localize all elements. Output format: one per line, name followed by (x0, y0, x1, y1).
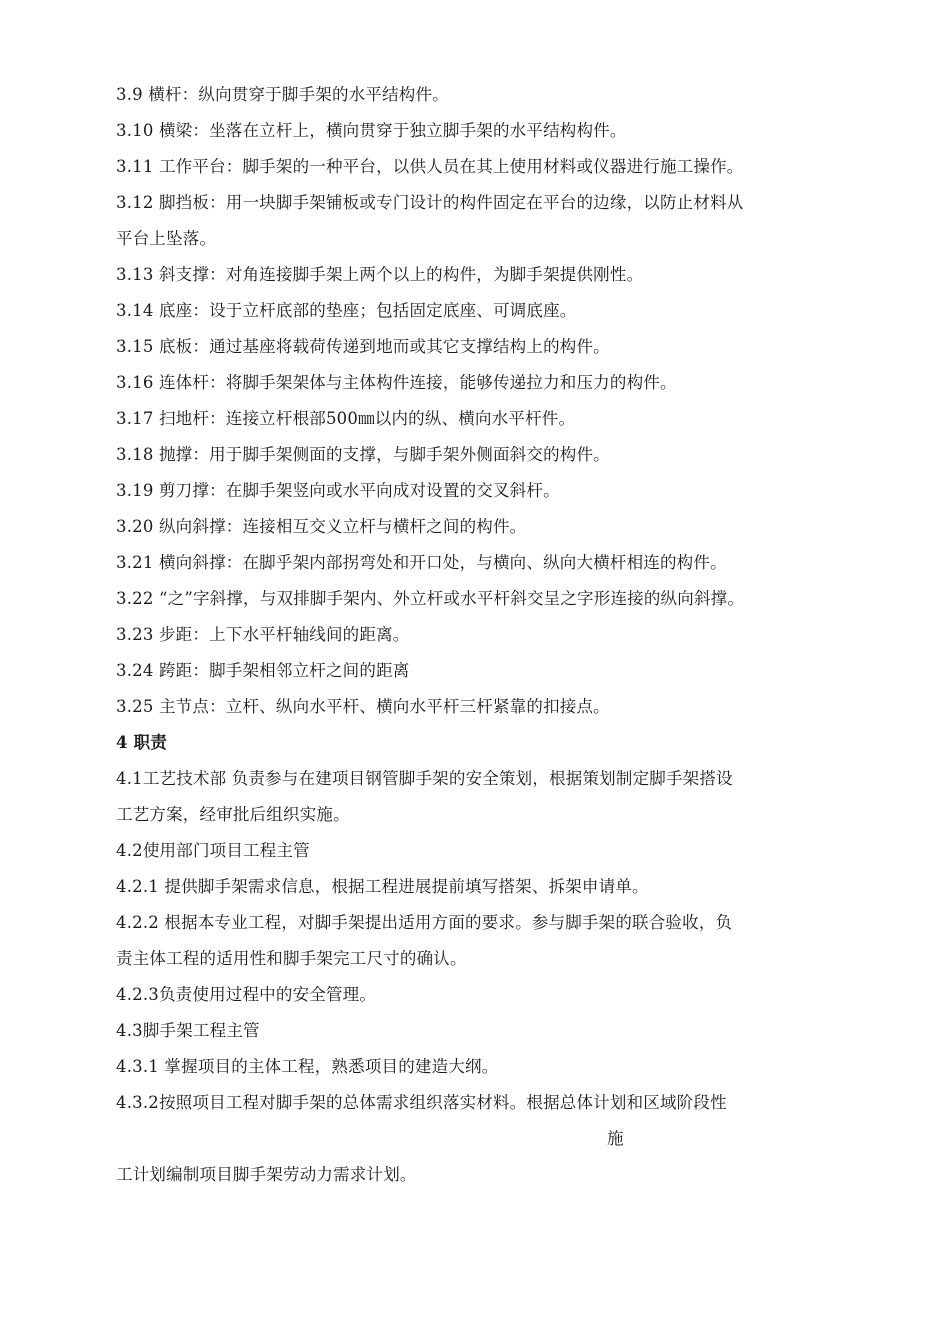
clause-4-2-2: 4.2.2 根据本专业工程，对脚手架提出适用方面的要求。参与脚手架的联合验收，负 (116, 913, 733, 932)
clause-3-10: 3.10 横梁：坐落在立杆上，横向贯穿于独立脚手架的水平结构构件。 (116, 121, 627, 140)
clause-3-13: 3.13 斜支撑：对角连接脚手架上两个以上的构件，为脚手架提供刚性。 (116, 265, 644, 284)
clause-4-2: 4.2使用部门项目工程主管 (116, 841, 310, 860)
clause-3-17: 3.17 扫地杆：连接立杆根部500㎜以内的纵、横向水平杆件。 (116, 409, 576, 428)
clause-3-12-cont: 平台上坠落。 (116, 229, 217, 248)
clause-3-23: 3.23 步距：上下水平杆轴线间的距离。 (116, 625, 410, 644)
clause-4-3-1: 4.3.1 掌握项目的主体工程，熟悉项目的建造大纲。 (116, 1057, 499, 1076)
clause-3-9: 3.9 横杆：纵向贯穿于脚手架的水平结构件。 (116, 85, 449, 104)
clause-4-3-2-cont: 工计划编制项目脚手架劳动力需求计划。 (116, 1165, 417, 1184)
clause-3-25: 3.25 主节点：立杆、纵向水平杆、横向水平杆三杆紧靠的扣接点。 (116, 697, 610, 716)
clause-4-2-3: 4.2.3负责使用过程中的安全管理。 (116, 985, 377, 1004)
clause-4-1-cont: 工艺方案，经审批后组织实施。 (116, 805, 350, 824)
clause-3-22: 3.22 “之”字斜撑，与双排脚手架内、外立杆或水平杆斜交呈之字形连接的纵向斜撑。 (116, 589, 745, 608)
clause-3-16: 3.16 连体杆：将脚手架架体与主体构件连接，能够传递拉力和压力的构件。 (116, 373, 677, 392)
clause-4-1: 4.1工艺技术部 负责参与在建项目钢管脚手架的安全策划，根据策划制定脚手架搭设 (116, 769, 733, 788)
section-heading-responsibilities: 4 职责 (116, 733, 168, 752)
clause-4-2-2-cont: 责主体工程的适用性和脚手架完工尺寸的确认。 (116, 949, 467, 968)
clause-3-19: 3.19 剪刀撑：在脚手架竖向或水平向成对设置的交叉斜杆。 (116, 481, 560, 500)
clause-3-12: 3.12 脚挡板：用一块脚手架铺板或专门设计的构件固定在平台的边缘，以防止材料从 (116, 193, 744, 212)
clause-4-3: 4.3脚手架工程主管 (116, 1021, 260, 1040)
clause-3-14: 3.14 底座：设于立杆底部的垫座；包括固定底座、可调底座。 (116, 301, 577, 320)
clause-4-3-2-wrap: 施 (607, 1129, 624, 1148)
clause-3-15: 3.15 底板：通过基座将载荷传递到地而或其它支撑结构上的构件。 (116, 337, 610, 356)
clause-3-24: 3.24 跨距：脚手架相邻立杆之间的距离 (116, 661, 410, 680)
clause-3-20: 3.20 纵向斜撑：连接相互交义立杆与横杆之间的构件。 (116, 517, 527, 536)
clause-4-2-1: 4.2.1 提供脚手架需求信息，根据工程进展提前填写搭架、拆架申请单。 (116, 877, 649, 896)
clause-3-21: 3.21 横向斜撑：在脚乎架内部拐弯处和开口处，与横向、纵向大横杆相连的构件。 (116, 553, 727, 572)
clause-3-11: 3.11 工作平台：脚手架的一种平台，以供人员在其上使用材料或仪器进行施工操作。 (116, 157, 744, 176)
clause-3-18: 3.18 抛撑：用于脚手架侧面的支撑，与脚手架外侧面斜交的构件。 (116, 445, 610, 464)
clause-4-3-2: 4.3.2按照项目工程对脚手架的总体需求组织落实材料。根据总体计划和区域阶段性 (116, 1093, 727, 1112)
